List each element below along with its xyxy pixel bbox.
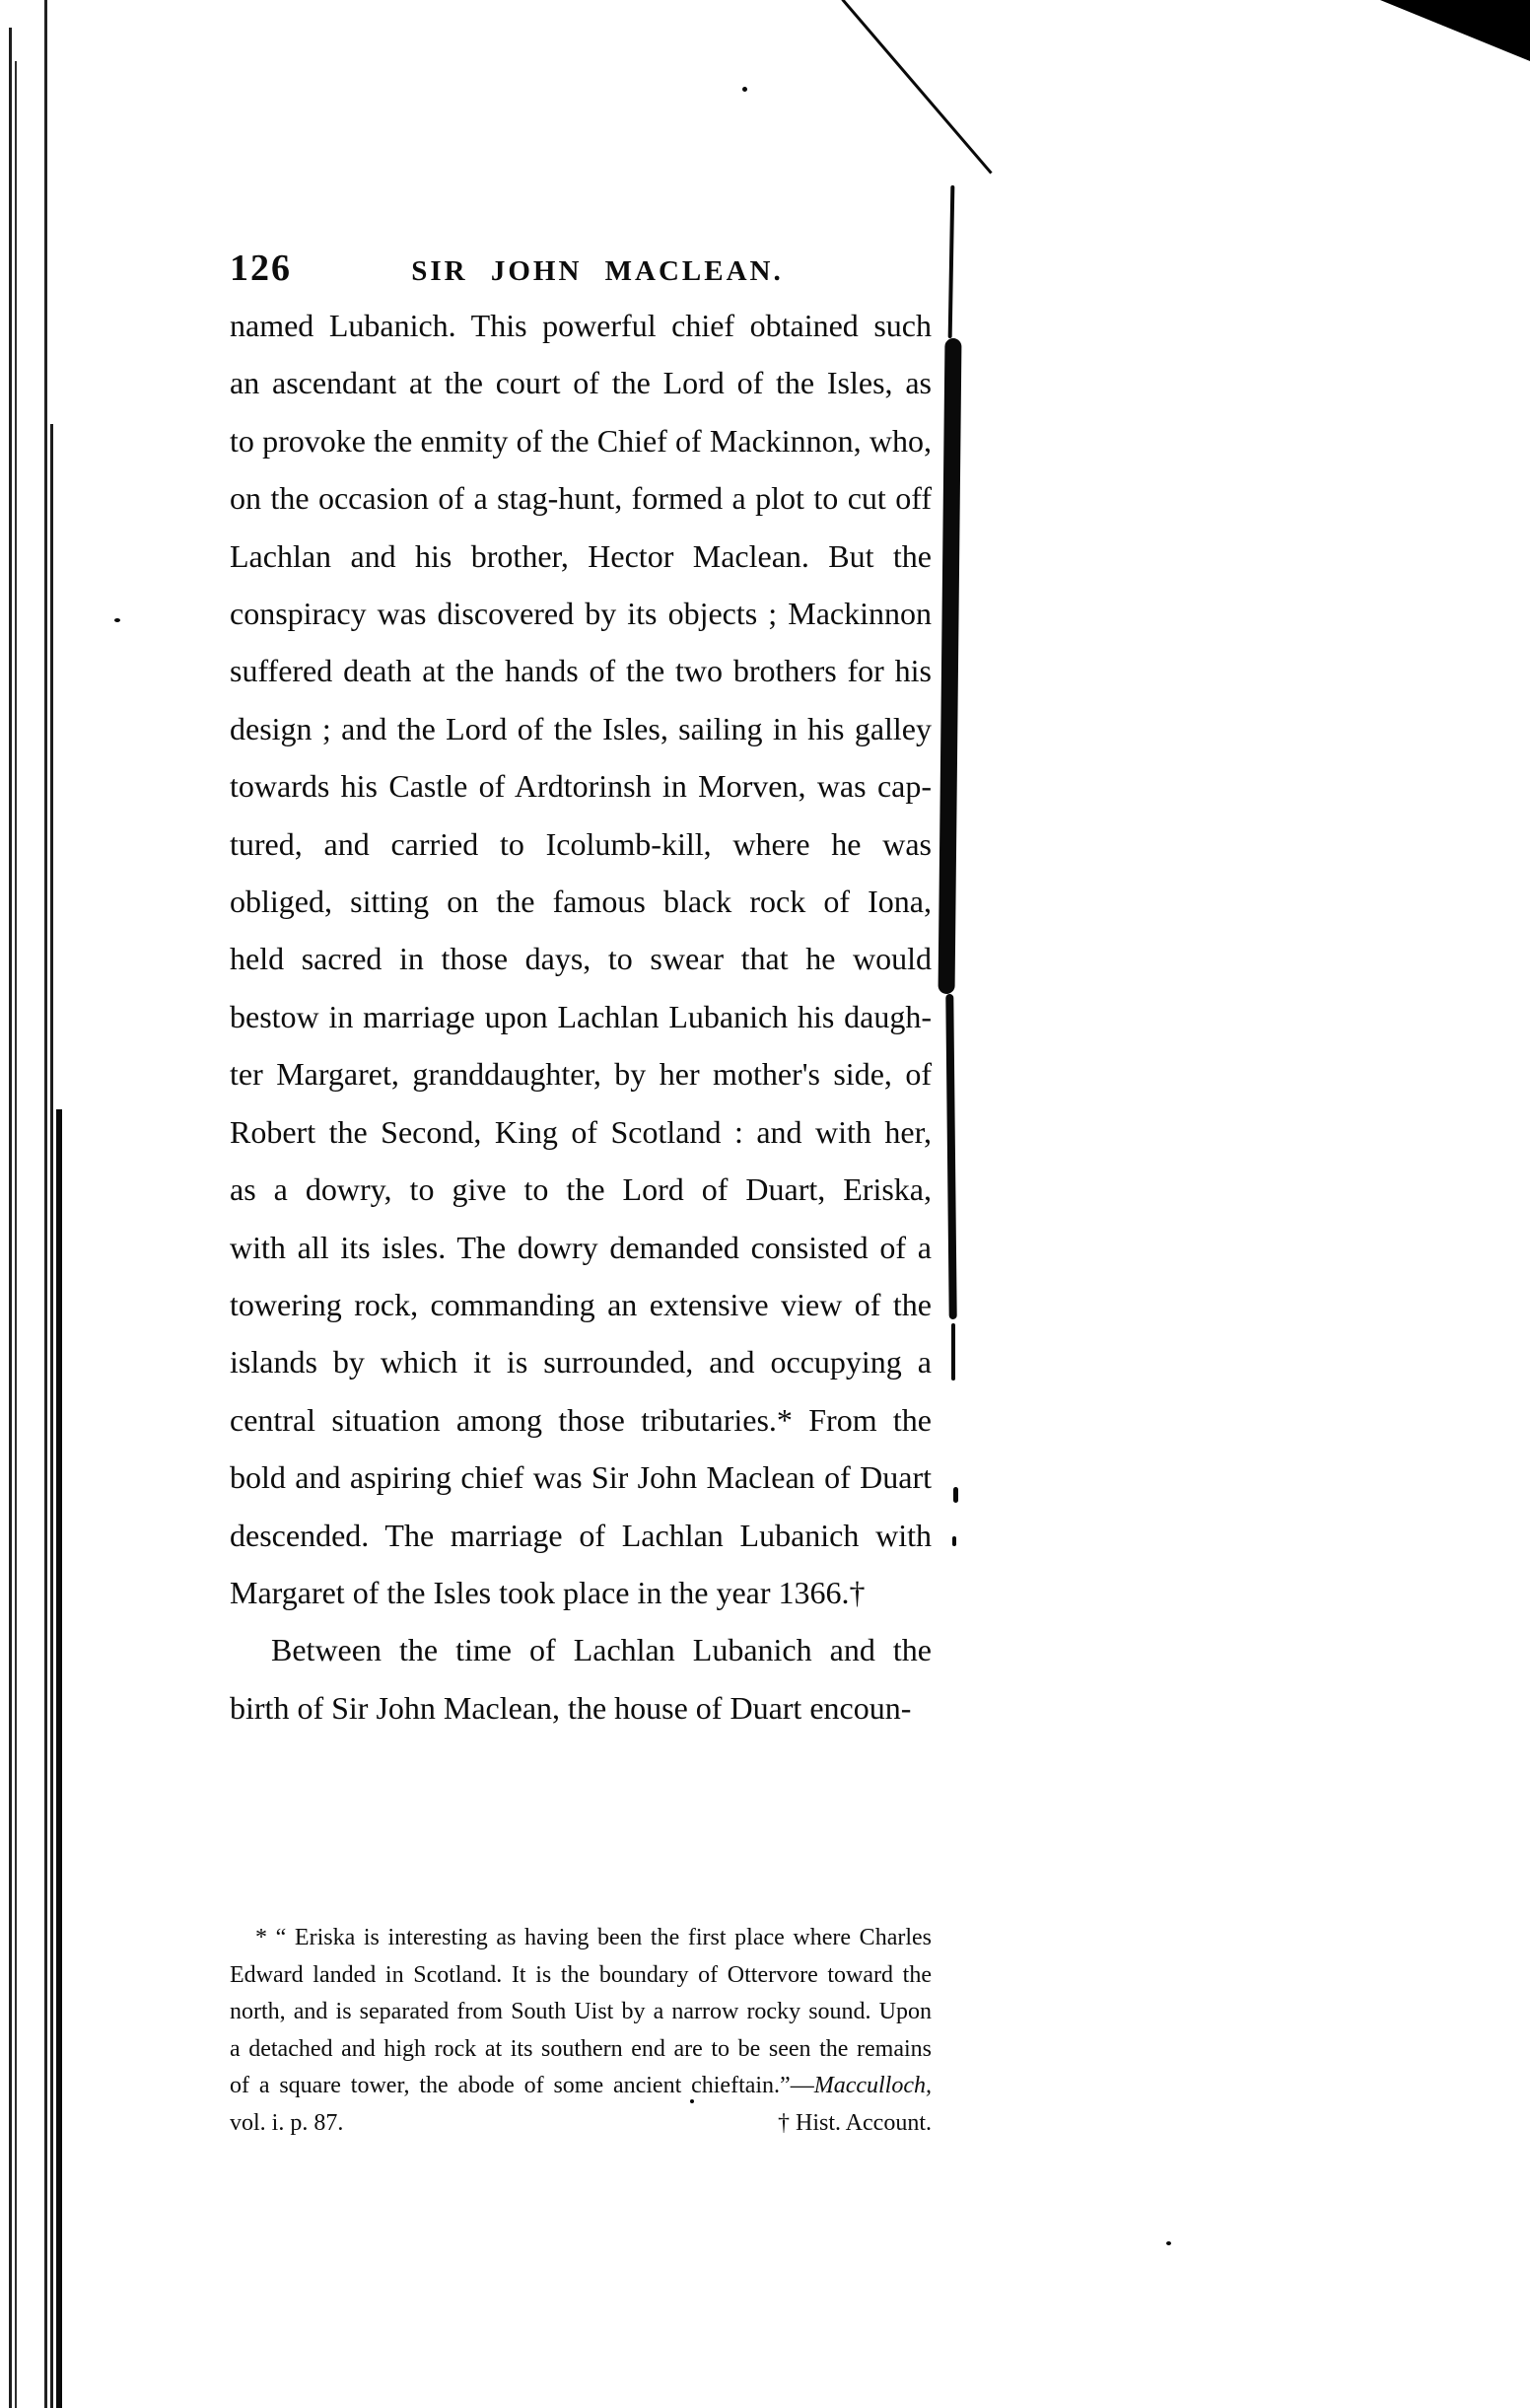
- text-line-paragraph-end: Margaret of the Isles took place in the year 1366.†: [230, 1574, 866, 1610]
- footnote-line: [230, 2068, 932, 2105]
- scan-artifact-right-smudge: [951, 1323, 955, 1381]
- footnote-text: of a square tower, the abode of some ancient chieftain.”—: [230, 2073, 814, 2098]
- page-header: [230, 247, 932, 290]
- text-line: birth of Sir John Maclean, the house of Duart encoun-: [230, 1689, 912, 1726]
- scan-speck: [1166, 2241, 1171, 2245]
- scan-artifact-diagonal-line: [841, 0, 992, 175]
- scan-artifact-right-smudge: [939, 338, 962, 994]
- footnote-line: Edward landed in Scotland. It is the boundary of Ottervore toward the: [230, 1961, 932, 1988]
- scan-speck: [114, 618, 120, 622]
- running-title: SIR JOHN MACLEAN.: [411, 255, 784, 287]
- text-line: an ascendant at the court of the Lord of the Isles, as: [230, 365, 932, 401]
- text-line: with all its isles. The dowry demanded consisted of a: [230, 1229, 932, 1265]
- text-line: suffered death at the hands of the two brothers for his: [230, 653, 932, 689]
- scan-artifact-left-line: [56, 1109, 62, 2408]
- text-line: ter Margaret, granddaughter, by her mother's side, of: [230, 1056, 932, 1093]
- text-line: bestow in marriage upon Lachlan Lubanich his daugh-: [230, 998, 932, 1034]
- scan-artifact-left-line: [15, 61, 17, 2408]
- footnote: [230, 1920, 932, 2142]
- text-line: design ; and the Lord of the Isles, sailing in his galley: [230, 710, 932, 746]
- text-line: Robert the Second, King of Scotland : and with her,: [230, 1113, 932, 1150]
- text-line: towering rock, commanding an extensive view of the: [230, 1286, 932, 1322]
- footnote-line: north, and is separated from South Uist by a narrow rocky sound. Upon: [230, 1999, 932, 2024]
- page-number: 126: [230, 248, 292, 289]
- text-line: tured, and carried to Icolumb-kill, where he was: [230, 825, 932, 862]
- scan-artifact-left-line: [9, 28, 12, 2408]
- scan-artifact-corner-wedge: [1380, 0, 1530, 61]
- text-line: on the occasion of a stag-hunt, formed a plot to cut off: [230, 480, 932, 517]
- text-line: held sacred in those days, to swear that he would: [230, 941, 932, 977]
- text-line: as a dowry, to give to the Lord of Duart, Eriska,: [230, 1171, 932, 1208]
- scan-artifact-right-smudge: [952, 1536, 956, 1546]
- text-line: to provoke the enmity of the Chief of Mackinnon, who,: [230, 422, 932, 459]
- footnote-citation: Macculloch,: [813, 2073, 932, 2098]
- scan-artifact-left-line: [44, 0, 47, 2408]
- footnote-volume-ref: vol. i. p. 87.: [230, 2109, 344, 2136]
- scan-artifact-right-smudge: [945, 994, 956, 1319]
- scan-speck: [742, 87, 747, 92]
- text-line: named Lubanich. This powerful chief obtained such: [230, 308, 932, 343]
- footnote-footer: [230, 2105, 932, 2143]
- text-line: conspiracy was discovered by its objects ; Mackinnon: [230, 596, 932, 632]
- text-line: descended. The marriage of Lachlan Lubanich with: [230, 1517, 932, 1553]
- footnote-line: * “ Eriska is interesting as having been the first place where Charles: [255, 1925, 932, 1950]
- scan-artifact-right-smudge: [953, 1487, 958, 1503]
- footnote-line: a detached and high rock at its southern end are to be seen the remains: [230, 2035, 932, 2062]
- scan-artifact-right-smudge: [948, 185, 955, 338]
- text-line: islands by which it is surrounded, and occupying a: [230, 1344, 932, 1381]
- text-line: towards his Castle of Ardtorinsh in Morven, was cap-: [230, 768, 932, 805]
- text-line: bold and aspiring chief was Sir John Maclean of Duart: [230, 1459, 932, 1496]
- body-text: [230, 297, 932, 1736]
- text-line: obliged, sitting on the famous black rock of Iona,: [230, 884, 932, 920]
- footnote-dagger-ref: † Hist. Account.: [778, 2109, 932, 2136]
- scan-artifact-left-line: [50, 424, 53, 2408]
- text-line: Lachlan and his brother, Hector Maclean. But the: [230, 537, 932, 574]
- text-line: central situation among those tributaries.* From the: [230, 1401, 932, 1438]
- text-line-paragraph-start: Between the time of Lachlan Lubanich and the: [271, 1632, 932, 1668]
